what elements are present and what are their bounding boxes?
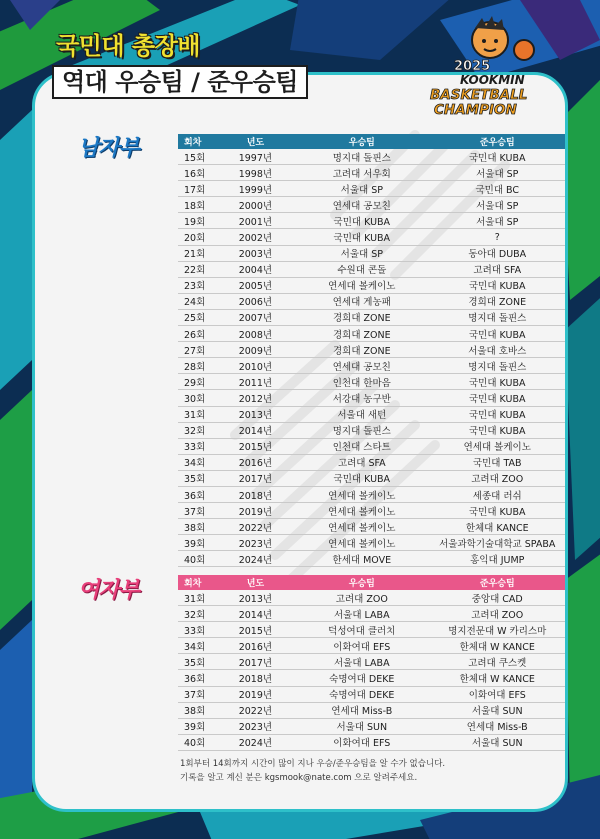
year-cell: 1998년 bbox=[217, 165, 294, 181]
round-cell: 39회 bbox=[178, 718, 217, 734]
table-row bbox=[178, 245, 565, 261]
runner-up-cell: 서울대 SP bbox=[430, 213, 565, 229]
table-row bbox=[178, 374, 565, 390]
round-cell: 39회 bbox=[178, 535, 217, 551]
men-table-body bbox=[178, 149, 565, 567]
runner-up-cell: 서울대 SP bbox=[430, 197, 565, 213]
table-header-row bbox=[178, 575, 565, 590]
round-cell: 19회 bbox=[178, 213, 217, 229]
table-row bbox=[178, 165, 565, 181]
round-cell: 35회 bbox=[178, 654, 217, 670]
winner-cell: 연세대 볼케이노 bbox=[294, 503, 429, 519]
year-cell: 2005년 bbox=[217, 277, 294, 293]
table-row bbox=[178, 326, 565, 342]
winner-cell: 서울대 SP bbox=[294, 245, 429, 261]
year-cell: 2002년 bbox=[217, 229, 294, 245]
winner-cell: 경희대 ZONE bbox=[294, 326, 429, 342]
runner-up-cell: 국민대 KUBA bbox=[430, 503, 565, 519]
winner-cell: 한세대 MOVE bbox=[294, 551, 429, 567]
page-title bbox=[52, 31, 308, 103]
footnote-1: 1회부터 14회까지 시간이 많이 지나 우승/준우승팀을 알 수가 없습니다. bbox=[180, 759, 446, 769]
winner-cell: 경희대 ZONE bbox=[294, 309, 429, 325]
table-row bbox=[178, 654, 565, 670]
round-cell: 37회 bbox=[178, 503, 217, 519]
round-cell: 31회 bbox=[178, 590, 217, 606]
logo-line2: BASKETBALL bbox=[430, 87, 528, 103]
winner-cell: 명지대 돌핀스 bbox=[294, 422, 429, 438]
winner-cell: 연세대 볼케이노 bbox=[294, 535, 429, 551]
year-cell: 2003년 bbox=[217, 245, 294, 261]
column-header-year: 년도 bbox=[217, 575, 294, 590]
women-table-body bbox=[178, 590, 565, 750]
winner-cell: 연세대 게농패 bbox=[294, 293, 429, 309]
winner-cell: 연세대 볼케이노 bbox=[294, 519, 429, 535]
round-cell: 30회 bbox=[178, 390, 217, 406]
table-row bbox=[178, 503, 565, 519]
round-cell: 29회 bbox=[178, 374, 217, 390]
table-row bbox=[178, 390, 565, 406]
men-results-table bbox=[178, 134, 565, 567]
runner-up-cell: 세종대 러쉬 bbox=[430, 486, 565, 502]
winner-cell: 연세대 공모친 bbox=[294, 197, 429, 213]
runner-up-cell: 한체대 KANCE bbox=[430, 519, 565, 535]
runner-up-cell: 국민대 KUBA bbox=[430, 406, 565, 422]
table-row bbox=[178, 422, 565, 438]
round-cell: 22회 bbox=[178, 261, 217, 277]
runner-up-cell: 서울대 SUN bbox=[430, 734, 565, 750]
winner-cell: 이화여대 EFS bbox=[294, 734, 429, 750]
round-cell: 23회 bbox=[178, 277, 217, 293]
runner-up-cell: 명지전문대 W 카리스마 bbox=[430, 622, 565, 638]
year-cell: 2019년 bbox=[217, 503, 294, 519]
table-row bbox=[178, 470, 565, 486]
table-row bbox=[178, 551, 565, 567]
runner-up-cell: 서울대 SUN bbox=[430, 702, 565, 718]
runner-up-cell: 국민대 KUBA bbox=[430, 390, 565, 406]
year-cell: 2018년 bbox=[217, 486, 294, 502]
year-cell: 2012년 bbox=[217, 390, 294, 406]
column-header-year: 년도 bbox=[217, 134, 294, 149]
table-row bbox=[178, 342, 565, 358]
year-cell: 2017년 bbox=[217, 654, 294, 670]
table-row bbox=[178, 718, 565, 734]
round-cell: 16회 bbox=[178, 165, 217, 181]
table-header-row bbox=[178, 134, 565, 149]
table-row bbox=[178, 358, 565, 374]
runner-up-cell: 명지대 돌핀스 bbox=[430, 358, 565, 374]
runner-up-cell: 국민대 TAB bbox=[430, 454, 565, 470]
year-cell: 2022년 bbox=[217, 702, 294, 718]
round-cell: 38회 bbox=[178, 519, 217, 535]
year-cell: 2015년 bbox=[217, 438, 294, 454]
round-cell: 18회 bbox=[178, 197, 217, 213]
winner-cell: 경희대 ZONE bbox=[294, 342, 429, 358]
winner-cell: 서강대 농구반 bbox=[294, 390, 429, 406]
round-cell: 33회 bbox=[178, 622, 217, 638]
round-cell: 38회 bbox=[178, 702, 217, 718]
table-row bbox=[178, 181, 565, 197]
year-cell: 2014년 bbox=[217, 422, 294, 438]
runner-up-cell: ? bbox=[430, 229, 565, 245]
year-cell: 2009년 bbox=[217, 342, 294, 358]
table-row bbox=[178, 454, 565, 470]
winner-cell: 연세대 공모친 bbox=[294, 358, 429, 374]
runner-up-cell: 고려대 ZOO bbox=[430, 606, 565, 622]
title-line-1: 국민대 총장배 bbox=[56, 32, 200, 60]
winner-cell: 연세대 볼케이노 bbox=[294, 486, 429, 502]
runner-up-cell: 국민대 KUBA bbox=[430, 326, 565, 342]
table-row bbox=[178, 486, 565, 502]
year-cell: 2019년 bbox=[217, 686, 294, 702]
runner-up-cell: 고려대 쿠스켓 bbox=[430, 654, 565, 670]
winner-cell: 덕성여대 클러치 bbox=[294, 622, 429, 638]
table-row bbox=[178, 670, 565, 686]
year-cell: 2024년 bbox=[217, 734, 294, 750]
table-row bbox=[178, 277, 565, 293]
title-line-2: 역대 우승팀 / 준우승팀 bbox=[52, 65, 308, 99]
table-row bbox=[178, 406, 565, 422]
women-results-table bbox=[178, 575, 565, 751]
table-row bbox=[178, 261, 565, 277]
year-cell: 2016년 bbox=[217, 454, 294, 470]
table-row bbox=[178, 149, 565, 165]
round-cell: 36회 bbox=[178, 486, 217, 502]
table-row bbox=[178, 519, 565, 535]
winner-cell: 국민대 KUBA bbox=[294, 229, 429, 245]
winner-cell: 국민대 KUBA bbox=[294, 213, 429, 229]
year-cell: 2016년 bbox=[217, 638, 294, 654]
round-cell: 40회 bbox=[178, 734, 217, 750]
winner-cell: 서울대 SUN bbox=[294, 718, 429, 734]
round-cell: 20회 bbox=[178, 229, 217, 245]
winner-cell: 고려대 SFA bbox=[294, 454, 429, 470]
year-cell: 1999년 bbox=[217, 181, 294, 197]
winner-cell: 연세대 볼케이노 bbox=[294, 277, 429, 293]
table-row bbox=[178, 622, 565, 638]
logo-year: 2025 bbox=[454, 59, 491, 74]
winner-cell: 고려대 ZOO bbox=[294, 590, 429, 606]
round-cell: 15회 bbox=[178, 149, 217, 165]
year-cell: 2014년 bbox=[217, 606, 294, 622]
runner-up-cell: 국민대 KUBA bbox=[430, 149, 565, 165]
runner-up-cell: 한체대 W KANCE bbox=[430, 638, 565, 654]
table-row bbox=[178, 606, 565, 622]
runner-up-cell: 국민대 KUBA bbox=[430, 422, 565, 438]
winner-cell: 인천대 스타트 bbox=[294, 438, 429, 454]
winner-cell: 서울대 새턴 bbox=[294, 406, 429, 422]
year-cell: 2023년 bbox=[217, 718, 294, 734]
year-cell: 2018년 bbox=[217, 670, 294, 686]
table-row bbox=[178, 229, 565, 245]
winner-cell: 숙명여대 DEKE bbox=[294, 686, 429, 702]
runner-up-cell: 한체대 W KANCE bbox=[430, 670, 565, 686]
runner-up-cell: 홍익대 JUMP bbox=[430, 551, 565, 567]
round-cell: 26회 bbox=[178, 326, 217, 342]
winner-cell: 이화여대 EFS bbox=[294, 638, 429, 654]
year-cell: 2022년 bbox=[217, 519, 294, 535]
year-cell: 2007년 bbox=[217, 309, 294, 325]
men-section-label: 남자부 bbox=[78, 136, 139, 161]
round-cell: 17회 bbox=[178, 181, 217, 197]
round-cell: 21회 bbox=[178, 245, 217, 261]
logo-line1: KOOKMIN bbox=[460, 73, 525, 87]
column-header-round: 회차 bbox=[178, 575, 217, 590]
runner-up-cell: 고려대 SFA bbox=[430, 261, 565, 277]
table-row bbox=[178, 309, 565, 325]
year-cell: 2000년 bbox=[217, 197, 294, 213]
round-cell: 36회 bbox=[178, 670, 217, 686]
table-row bbox=[178, 638, 565, 654]
runner-up-cell: 서울과학기술대학교 SPABA bbox=[430, 535, 565, 551]
runner-up-cell: 명지대 돌핀스 bbox=[430, 309, 565, 325]
year-cell: 2008년 bbox=[217, 326, 294, 342]
round-cell: 25회 bbox=[178, 309, 217, 325]
round-cell: 31회 bbox=[178, 406, 217, 422]
year-cell: 2024년 bbox=[217, 551, 294, 567]
runner-up-cell: 서울대 SP bbox=[430, 165, 565, 181]
year-cell: 2017년 bbox=[217, 470, 294, 486]
column-header-runner-up: 준우승팀 bbox=[430, 575, 565, 590]
winner-cell: 명지대 돌핀스 bbox=[294, 149, 429, 165]
table-row bbox=[178, 702, 565, 718]
table-row bbox=[178, 197, 565, 213]
runner-up-cell: 동아대 DUBA bbox=[430, 245, 565, 261]
year-cell: 2004년 bbox=[217, 261, 294, 277]
year-cell: 2013년 bbox=[217, 406, 294, 422]
runner-up-cell: 경희대 ZONE bbox=[430, 293, 565, 309]
year-cell: 2010년 bbox=[217, 358, 294, 374]
footnote-2: 기록을 알고 계신 분은 kgsmook@nate.com 으로 알려주세요. bbox=[180, 773, 418, 783]
logo-line3: CHAMPION bbox=[434, 102, 517, 118]
year-cell: 2006년 bbox=[217, 293, 294, 309]
year-cell: 1997년 bbox=[217, 149, 294, 165]
table-row bbox=[178, 213, 565, 229]
table-row bbox=[178, 686, 565, 702]
column-header-runner-up: 준우승팀 bbox=[430, 134, 565, 149]
runner-up-cell: 국민대 KUBA bbox=[430, 277, 565, 293]
round-cell: 34회 bbox=[178, 454, 217, 470]
winner-cell: 서울대 SP bbox=[294, 181, 429, 197]
round-cell: 27회 bbox=[178, 342, 217, 358]
runner-up-cell: 국민대 KUBA bbox=[430, 374, 565, 390]
winner-cell: 수원대 콘돌 bbox=[294, 261, 429, 277]
winner-cell: 인천대 한마음 bbox=[294, 374, 429, 390]
winner-cell: 서울대 LABA bbox=[294, 606, 429, 622]
table-row bbox=[178, 590, 565, 606]
column-header-round: 회차 bbox=[178, 134, 217, 149]
column-header-winner: 우승팀 bbox=[294, 575, 429, 590]
winner-cell: 국민대 KUBA bbox=[294, 470, 429, 486]
winner-cell: 서울대 LABA bbox=[294, 654, 429, 670]
round-cell: 28회 bbox=[178, 358, 217, 374]
winner-cell: 연세대 Miss-B bbox=[294, 702, 429, 718]
round-cell: 34회 bbox=[178, 638, 217, 654]
round-cell: 40회 bbox=[178, 551, 217, 567]
round-cell: 33회 bbox=[178, 438, 217, 454]
year-cell: 2023년 bbox=[217, 535, 294, 551]
round-cell: 37회 bbox=[178, 686, 217, 702]
year-cell: 2001년 bbox=[217, 213, 294, 229]
table-row bbox=[178, 438, 565, 454]
year-cell: 2015년 bbox=[217, 622, 294, 638]
year-cell: 2013년 bbox=[217, 590, 294, 606]
winner-cell: 숙명여대 DEKE bbox=[294, 670, 429, 686]
column-header-winner: 우승팀 bbox=[294, 134, 429, 149]
table-row bbox=[178, 535, 565, 551]
runner-up-cell: 이화여대 EFS bbox=[430, 686, 565, 702]
champion-logo bbox=[420, 14, 560, 120]
runner-up-cell: 연세대 Miss-B bbox=[430, 718, 565, 734]
runner-up-cell: 중앙대 CAD bbox=[430, 590, 565, 606]
runner-up-cell: 고려대 ZOO bbox=[430, 470, 565, 486]
runner-up-cell: 국민대 BC bbox=[430, 181, 565, 197]
round-cell: 32회 bbox=[178, 422, 217, 438]
table-row bbox=[178, 734, 565, 750]
winner-cell: 고려대 서우회 bbox=[294, 165, 429, 181]
runner-up-cell: 서울대 호바스 bbox=[430, 342, 565, 358]
round-cell: 24회 bbox=[178, 293, 217, 309]
runner-up-cell: 연세대 볼케이노 bbox=[430, 438, 565, 454]
table-row bbox=[178, 293, 565, 309]
round-cell: 35회 bbox=[178, 470, 217, 486]
round-cell: 32회 bbox=[178, 606, 217, 622]
year-cell: 2011년 bbox=[217, 374, 294, 390]
women-section-label: 여자부 bbox=[78, 578, 139, 603]
